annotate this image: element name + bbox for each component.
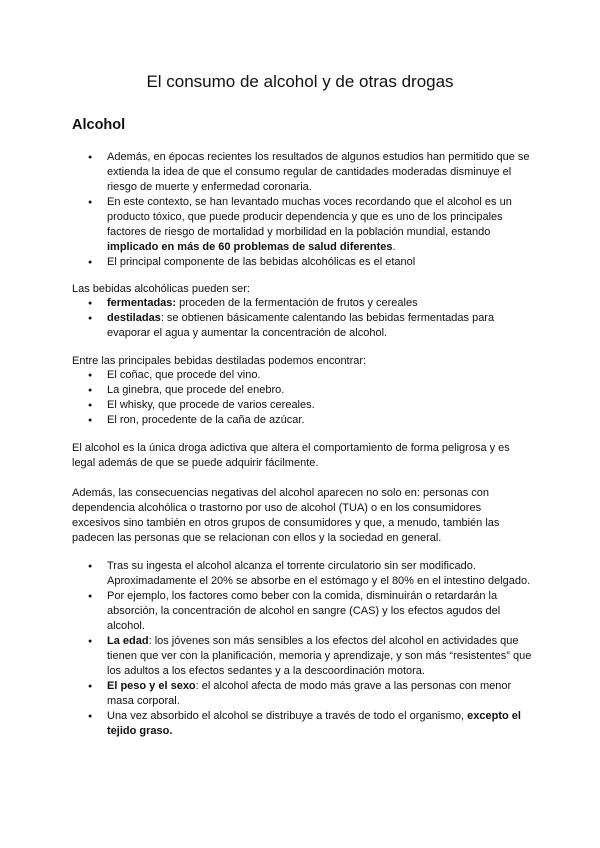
list-item-bold: fermentadas: — [107, 297, 177, 309]
list-item: ● El ron, procedente de la caña de azúcar. — [72, 413, 532, 428]
list-item-bold: destiladas — [107, 312, 161, 324]
list-item: ● El principal componente de las bebidas alcohólicas es el etanol — [72, 255, 532, 270]
list-item: ● Tras su ingesta el alcohol alcanza el torrente circulatorio sin ser modificado. Aproximadamente el 20% se absorbe en el estómago y el 80% en el intestino delgado. — [72, 559, 532, 589]
paragraph-adictiva: El alcohol es la única droga adictiva que altera el comportamiento de forma peligrosa y es legal además de que se puede adquirir fácilmente. — [72, 442, 510, 469]
list-item: ● El coñac, que procede del vino. — [72, 368, 532, 383]
list-item — [72, 311, 532, 341]
list-item-bold: El peso y el sexo — [107, 680, 196, 692]
list-item: ● El whisky, que procede de varios cereales. — [72, 398, 532, 413]
list-item-bold: La edad — [107, 635, 149, 647]
list-item-text: Una vez absorbido el alcohol se distribuye a través de todo el organismo, — [107, 710, 468, 722]
list-item-text: proceden de la fermentación de frutos y cereales — [176, 297, 418, 309]
list-item — [72, 634, 532, 679]
list-item — [72, 679, 532, 709]
list-item-bold: excepto el tejido graso. — [107, 710, 521, 737]
list-item — [72, 195, 532, 255]
document-title: El consumo de alcohol y de otras drogas — [146, 72, 454, 91]
list-item — [72, 709, 532, 739]
list-item-text: : se obtienen básicamente calentando las bebidas fermentadas para evaporar el agua y aumentar la concentración de alcohol. — [107, 312, 495, 339]
list-item-bold: implicado en más de 60 problemas de salud diferentes — [107, 241, 393, 253]
bullet-list-destiladas — [72, 368, 532, 428]
list-item-text: En este contexto, se han levantado muchas voces recordando que el alcohol es un producto tóxico, que puede producir dependencia y que es uno de los principales factores de riesgo de mortalidad y morbilidad en la población mundial, estando — [107, 196, 512, 238]
list-item: ● Por ejemplo, los factores como beber con la comida, disminuirán o retardarán la absorción, la concentración de alcohol en sangre (CAS) y los efectos agudos del alcohol. — [72, 589, 532, 634]
bullet-list-absorcion — [72, 559, 532, 739]
list-item: ● La ginebra, que procede del enebro. — [72, 383, 532, 398]
paragraph-types: Las bebidas alcohólicas pueden ser: — [72, 283, 250, 295]
list-item: ● Además, en épocas recientes los resultados de algunos estudios han permitido que se extienda la idea de que el consumo regular de cantidades moderadas disminuye el riesgo de muerte y enfermedad coronaria. — [72, 150, 532, 195]
paragraph-consecuencias: Además, las consecuencias negativas del alcohol aparecen no solo en: personas con dependencia alcohólica o trastorno por uso de alcohol (TUA) o en los consumidores excesivos sino también en otros grupos de consumidores y que, a menudo, también las padecen las personas que se relacionan con ellos y la sociedad en general. — [72, 487, 500, 544]
list-item-text: : el alcohol afecta de modo más grave a las personas con menor masa corporal. — [107, 680, 512, 707]
list-item-text: : los jóvenes son más sensibles a los efectos del alcohol en actividades que tienen que ver con la planificación, memoria y aprendizaje, y son más “resistentes” que los adultos a los efectos sedantes y a la descoordinación motora. — [107, 635, 532, 677]
bullet-list-intro — [72, 150, 532, 270]
list-item — [72, 296, 532, 311]
section-heading-alcohol: Alcohol — [72, 117, 126, 133]
bullet-list-types — [72, 296, 532, 341]
list-item-text: . — [392, 241, 396, 253]
paragraph-destiladas: Entre las principales bebidas destiladas podemos encontrar: — [72, 355, 367, 367]
